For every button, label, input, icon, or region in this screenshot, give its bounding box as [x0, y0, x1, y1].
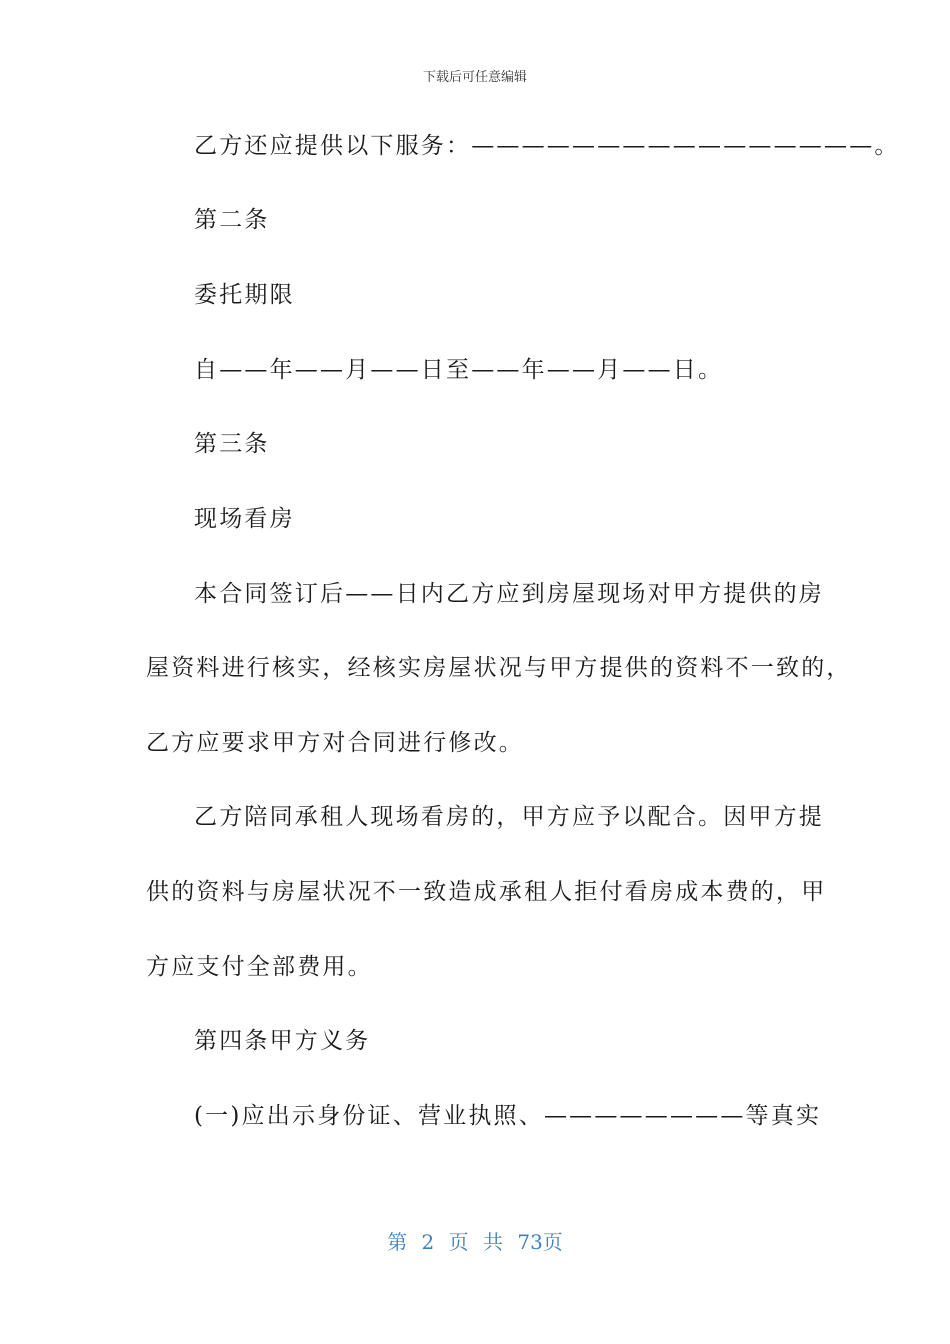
paragraph-line-services: 乙方还应提供以下服务：————————————————。 — [194, 133, 900, 159]
footer-current-page: 2 — [421, 1230, 435, 1254]
paragraph-line: 供的资料与房屋状况不一致造成承租人拒付看房成本费的，甲 — [146, 879, 827, 905]
paragraph-line: 方应支付全部费用。 — [146, 954, 373, 980]
paragraph-line: 本合同签订后——日内乙方应到房屋现场对甲方提供的房 — [194, 581, 824, 607]
footer-total-prefix: 共 — [483, 1230, 503, 1254]
paragraph-line: 乙方陪同承租人现场看房的，甲方应予以配合。因甲方提 — [194, 804, 824, 830]
footer-page-unit: 页 — [448, 1230, 469, 1254]
page-header-note: 下载后可任意编辑 — [422, 70, 527, 85]
article-heading-2: 第二条 — [194, 207, 270, 233]
paragraph-line: 乙方应要求甲方对合同进行修改。 — [146, 730, 524, 756]
paragraph-line: 屋资料进行核实，经核实房屋状况与甲方提供的资料不一致的， — [146, 655, 852, 681]
paragraph-line-term-dates: 自——年——月——日至——年——月——日。 — [194, 357, 724, 383]
footer-total-pages: 73页 — [517, 1230, 563, 1254]
paragraph-line: (一)应出示身份证、营业执照、————————等真实 — [194, 1103, 822, 1129]
footer-prefix: 第 — [387, 1230, 408, 1254]
section-title-term: 委托期限 — [194, 282, 295, 308]
article-heading-3: 第三条 — [194, 431, 270, 457]
page-number-footer — [0, 1226, 950, 1255]
article-heading-4: 第四条甲方义务 — [194, 1028, 371, 1054]
section-title-viewing: 现场看房 — [194, 506, 295, 532]
